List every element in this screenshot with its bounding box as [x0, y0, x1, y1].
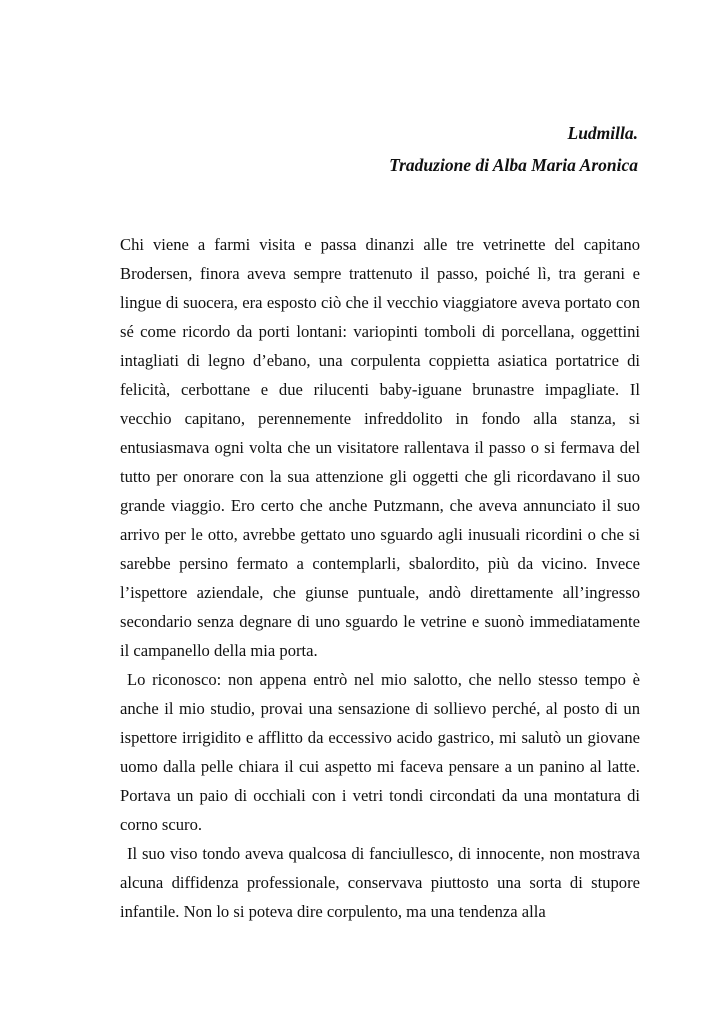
paragraph-2: Lo riconosco: non appena entrò nel mio salotto, che nello stesso tempo è anche il mio studio, provai una sensazione di sollievo perché, al posto di un ispettore irrigidito e afflitto da eccessivo acido gastrico, mi salutò un giovane uomo dalla pelle chiara il cui aspetto mi faceva pensare a un panino al latte. Portava un paio di occhiali con i vetri tondi circondati da una montatura di corno scuro.: [120, 670, 640, 834]
document-body: [120, 230, 640, 926]
translator-credit: Traduzione di Alba Maria Aronica: [389, 155, 638, 175]
paragraph-1: Chi viene a farmi visita e passa dinanzi alle tre vetrinette del capitano Brodersen, finora aveva sempre trattenuto il passo, poiché lì, tra gerani e lingue di suocera, era esposto ciò che il vecchio viaggiatore aveva portato con sé come ricordo da porti lontani: variopinti tomboli di porcellana, oggettini intagliati di legno d’ebano, una corpulenta coppietta asiatica portatrice di felicità, cerbottane e due rilucenti baby-iguane brunastre impagliate. Il vecchio capitano, perennemente infreddolito in fondo alla stanza, si entusiasmava ogni volta che un visitatore rallentava il passo o si fermava del tutto per onorare con la sua attenzione gli oggetti che gli ricordavano il suo grande viaggio. Ero certo che anche Putzmann, che aveva annunciato il suo arrivo per le otto, avrebbe gettato uno sguardo agli inusuali ricordini o che si sarebbe persino fermato a contemplarli, sbalordito, più da vicino. Invece l’ispettore aziendale, che giunse puntuale, andò direttamente all’ingresso secondario senza degnare di uno sguardo le vetrine e suonò immediatamente il campanello della mia porta.: [120, 235, 640, 660]
paragraph-3: Il suo viso tondo aveva qualcosa di fanciullesco, di innocente, non mostrava alcuna diffidenza professionale, conservava piuttosto una sorta di stupore infantile. Non lo si poteva dire corpulento, ma una tendenza alla: [120, 844, 640, 921]
document-heading: [389, 117, 638, 181]
document-title: Ludmilla.: [567, 123, 638, 143]
